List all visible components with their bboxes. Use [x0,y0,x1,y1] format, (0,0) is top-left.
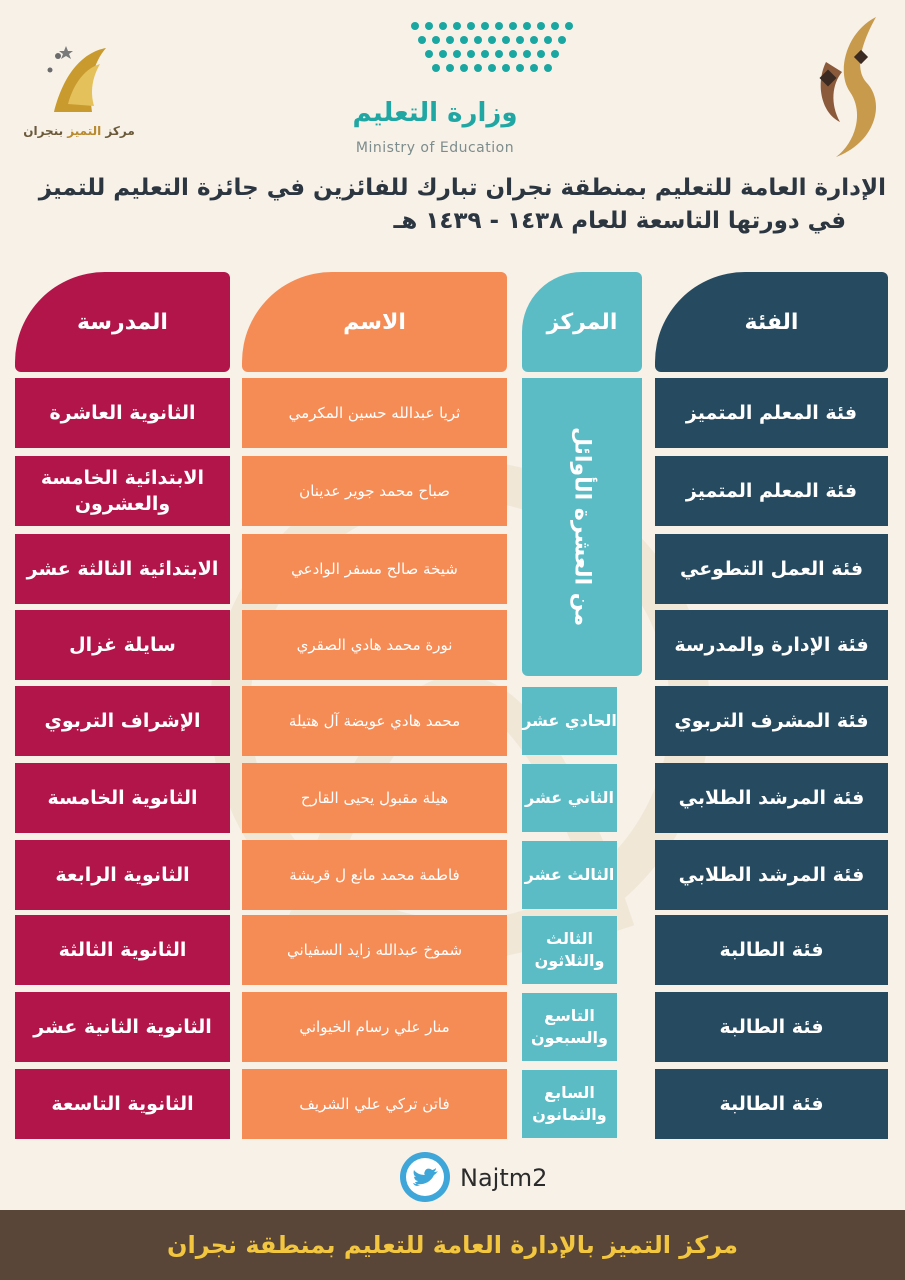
column-header-name: الاسم [242,272,507,372]
row-0-school: الثانوية العاشرة [15,378,230,448]
column-header-category: الفئة [655,272,888,372]
twitter-handle-block[interactable] [398,1150,578,1204]
row-4-school: الإشراف التربوي [15,686,230,756]
column-header-school: المدرسة [15,272,230,372]
row-3-school: سايلة غزال [15,610,230,680]
row-3-name: نورة محمد هادي الصقري [242,610,507,680]
rank-merged-top-ten [522,378,642,676]
row-5-name: هيلة مقبول يحيى القارح [242,763,507,833]
row-6-name: فاطمة محمد مانع ل قريشة [242,840,507,910]
row-5-school: الثانوية الخامسة [15,763,230,833]
row-7-rank: الثالث والثلاثون [522,916,617,984]
ministry-logo [315,16,595,156]
row-1-name: صباح محمد جوير عدينان [242,456,507,526]
twitter-handle[interactable]: Najtm2 [460,1164,548,1192]
row-4-rank: الحادي عشر [522,687,617,755]
twitter-bird-icon [398,1150,452,1204]
ministry-dots-icon [405,16,585,76]
row-9-category: فئة الطالبة [655,1069,888,1139]
row-8-rank: التاسع والسبعون [522,993,617,1061]
row-9-school: الثانوية التاسعة [15,1069,230,1139]
row-5-rank: الثاني عشر [522,764,617,832]
award-calligraphy-logo-icon [806,12,892,162]
row-2-name: شيخة صالح مسفر الوادعي [242,534,507,604]
logo-caption-accent: التميز [67,124,102,138]
title-line-2: في دورتها التاسعة للعام ١٤٣٨ - ١٤٣٩ هـ [393,208,846,234]
row-5-category: فئة المرشد الطلابي [655,763,888,833]
row-4-category: فئة المشرف التربوي [655,686,888,756]
row-0-category: فئة المعلم المتميز [655,378,888,448]
row-8-category: فئة الطالبة [655,992,888,1062]
excellence-center-logo [14,42,144,142]
row-6-rank: الثالث عشر [522,841,617,909]
row-3-category: فئة الإدارة والمدرسة [655,610,888,680]
row-9-rank: السابع والثمانون [522,1070,617,1138]
excellence-logo-mark-icon [44,42,116,120]
excellence-logo-caption [14,124,144,138]
row-2-school: الابتدائية الثالثة عشر [15,534,230,604]
ministry-name-en: Ministry of Education [355,140,515,156]
column-header-rank: المركز [522,272,642,372]
row-1-category: فئة المعلم المتميز [655,456,888,526]
row-0-name: ثريا عبدالله حسين المكرمي [242,378,507,448]
row-4-name: محمد هادي عويضة آل هتيلة [242,686,507,756]
row-7-school: الثانوية الثالثة [15,915,230,985]
row-1-school: الابتدائية الخامسة والعشرون [15,456,230,526]
row-8-school: الثانوية الثانية عشر [15,992,230,1062]
footer-text: مركز التميز بالإدارة العامة للتعليم بمنطقة نجران [167,1231,738,1259]
row-7-name: شموخ عبدالله زايد السفياني [242,915,507,985]
logo-caption-prefix: مركز [105,124,135,138]
title-line-1: الإدارة العامة للتعليم بمنطقة نجران تبارك للفائزين في جائزة التعليم للتميز [38,175,886,201]
row-2-category: فئة العمل التطوعي [655,534,888,604]
ministry-name-ar: وزارة التعليم [352,98,518,128]
row-7-category: فئة الطالبة [655,915,888,985]
row-6-category: فئة المرشد الطلابي [655,840,888,910]
footer-bar [0,1210,905,1280]
rank-merged-label: من العشرة الأوائل [569,427,595,627]
page-title [20,172,886,238]
row-9-name: فاتن تركي علي الشريف [242,1069,507,1139]
logo-caption-suffix: بنجران [23,124,64,138]
row-8-name: منار علي رسام الخيواني [242,992,507,1062]
row-6-school: الثانوية الرابعة [15,840,230,910]
